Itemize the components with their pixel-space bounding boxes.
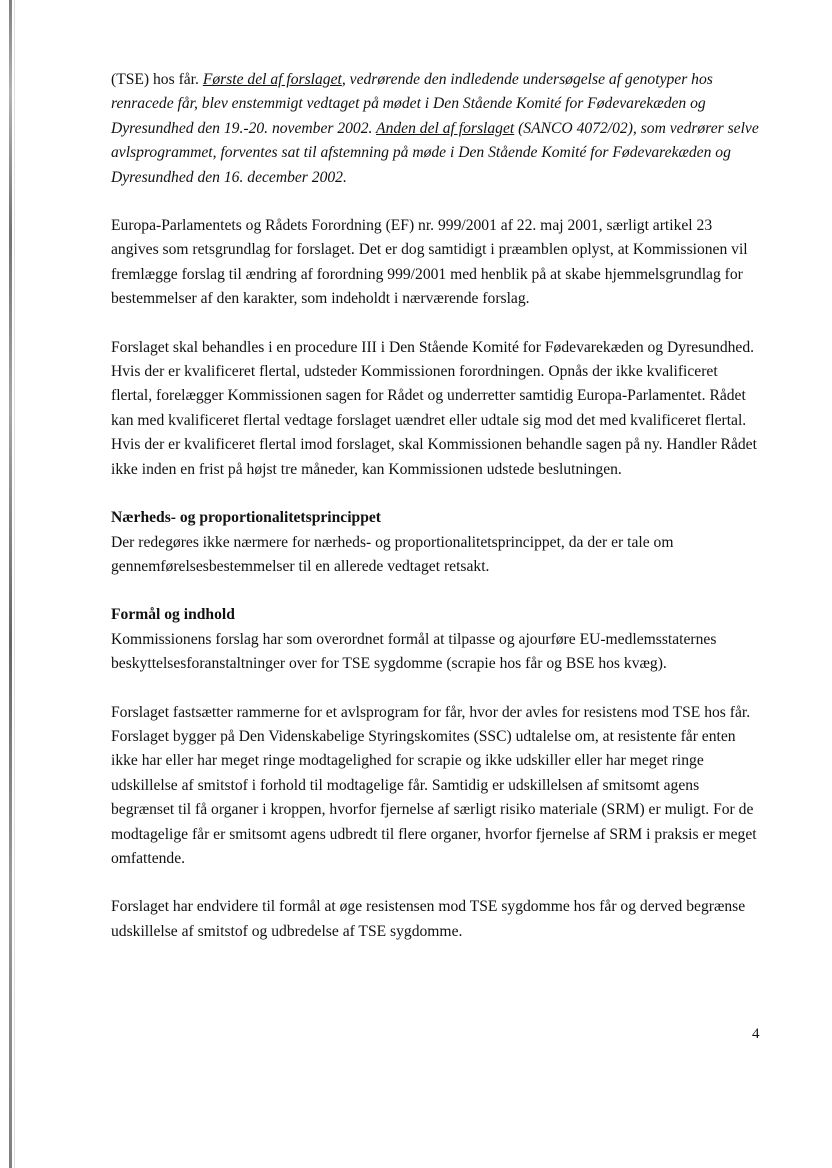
- purpose-heading: Formål og indhold: [111, 606, 235, 624]
- framework-paragraph: Forslaget fastsætter rammerne for et avlsprogram for får, hvor der avles for resistens mod TSE hos får. Forslaget bygger på Den Videnskabelige Styringskomites (SSC) udtalelse om, at resistente får enten ikke har eller har meget ringe modtagelighed for scrapie og ikke udskiller eller har meget ringe udskillelse af smitstof i forhold til modtagelige får. Samtidig er udskillelsen af smitsomt agens begrænset til få organer i kroppen, hvorfor fjernelse af særligt risiko materiale (SRM) er muligt. For de modtagelige får er smitsomt agens udbredt til flere organer, hvorfor fjernelse af SRM i praksis er meget omfattende.: [111, 703, 757, 867]
- document-page: [111, 68, 761, 968]
- subsidiarity-paragraph: Der redegøres ikke nærmere for nærheds- og proportionalitetsprincippet, da der er tale om gennemførelsesbestemmelser til en allerede vedtaget retsakt.: [111, 533, 674, 575]
- scan-edge-mark: [9, 0, 12, 1168]
- intro-text-2: , vedrørende den indledende undersøgelse af genotyper hos renracede får, blev enstemmigt vedtaget på mødet i Den Stående Komité for Fødevarekæden og Dyresundhed den 19.-20. november 2002.: [111, 71, 713, 137]
- procedure-paragraph: Forslaget skal behandles i en procedure III i Den Stående Komité for Fødevarekæden og Dyresundhed. Hvis der er kvalificeret flertal, udsteder Kommissionen forordningen. Opnås der ikke kvalificeret flertal, forelægger Kommissionen sagen for Rådet og underretter samtidig Europa-Parlamentet. Rådet kan med kvalificeret flertal vedtage forslaget uændret eller udtale sig mod det med kvalificeret flertal. Hvis der er kvalificeret flertal imod forslaget, skal Kommissionen behandle sagen på ny. Handler Rådet ikke inden en frist på højst tre måneder, kan Kommissionen udstede beslutningen.: [111, 338, 757, 478]
- resistance-paragraph: Forslaget har endvidere til formål at øge resistensen mod TSE sygdomme hos får og derved begrænse udskillelse af smitstof og udbredelse af TSE sygdomme.: [111, 898, 746, 940]
- scan-edge-line: [14, 0, 15, 1168]
- purpose-paragraph: Kommissionens forslag har som overordnet formål at tilpasse og ajourføre EU-medlemsstaternes beskyttelsesforanstaltninger over for TSE sygdomme (scrapie hos får og BSE hos kvæg).: [111, 630, 717, 673]
- second-part-link-text: Anden del af forslaget: [376, 119, 515, 137]
- page-number: 4: [752, 1026, 760, 1042]
- intro-paragraph: [111, 68, 761, 190]
- intro-text-1: (TSE) hos får.: [111, 71, 203, 88]
- legal-basis-paragraph: Europa-Parlamentets og Rådets Forordning (EF) nr. 999/2001 af 22. maj 2001, særligt artikel 23 angives som retsgrundlag for forslaget. Det er dog samtidigt i præamblen oplyst, at Kommissionen vil fremlægge forslag til ændring af forordning 999/2001 med henblik på at skabe hjemmelsgrundlag for bestemmelser af den karakter, som indeholdt i nærværende forslag.: [111, 217, 748, 308]
- subsidiarity-heading: Nærheds- og proportionalitetsprincippet: [111, 509, 382, 527]
- first-part-link-text: Første del af forslaget: [202, 71, 342, 88]
- intro-text-3: (SANCO 4072/02), som vedrører selve avlsprogrammet, forventes sat til afstemning på møde i Den Stående Komité for Fødevarekæden og Dyresundhed den 16. december 2002.: [111, 119, 759, 186]
